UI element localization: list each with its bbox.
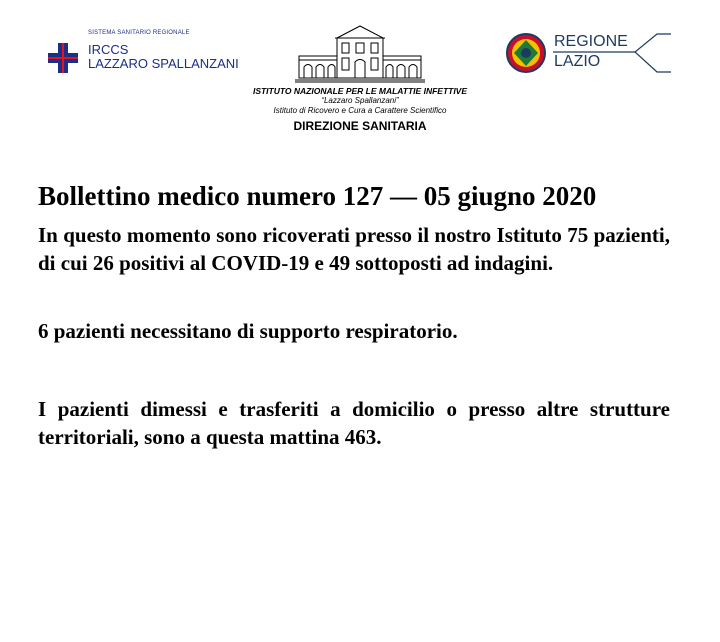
logo-institute-name: LAZZARO SPALLANZANI [88,56,239,71]
medical-cross-icon [48,43,78,73]
spallanzani-logo [46,30,239,80]
institute-heading [230,20,490,134]
bulletin-title: Bollettino medico numero 127 — 05 giugno 2020 [38,181,597,211]
institute-subtitle: Istituto di Ricovero e Cura a Carattere Scientifico [273,106,447,115]
institute-name: ISTITUTO NAZIONALE PER LE MALATTIE INFETTIVE [252,86,468,96]
lazio-emblem-icon [505,32,547,74]
bulletin-paragraph-respiratory: 6 pazienti necessitano di supporto respiratorio. [38,319,458,343]
bulletin-body [38,180,670,451]
logo-system-text: SISTEMA SANITARIO REGIONALE [88,30,190,36]
bulletin-paragraph-discharged: I pazienti dimessi e trasferiti a domicilio o presso altre strutture territoriali, sono a questa mattina 463. [38,397,670,449]
logo-lazio-text: LAZIO [554,53,601,70]
letterhead [0,0,720,160]
logo-regione-text: REGIONE [554,33,628,50]
regione-lazio-logo [505,30,670,80]
logo-irccs-text: IRCCS [88,42,129,57]
building-icon [295,20,425,84]
institute-quoted-name: “Lazzaro Spallanzani” [321,96,399,105]
bulletin-paragraph-patients: In questo momento sono ricoverati presso il nostro Istituto 75 pazienti, di cui 26 positivi al COVID-19 e 49 sottoposti ad indagini. [38,223,670,275]
direction-label: DIREZIONE SANITARIA [293,119,427,133]
